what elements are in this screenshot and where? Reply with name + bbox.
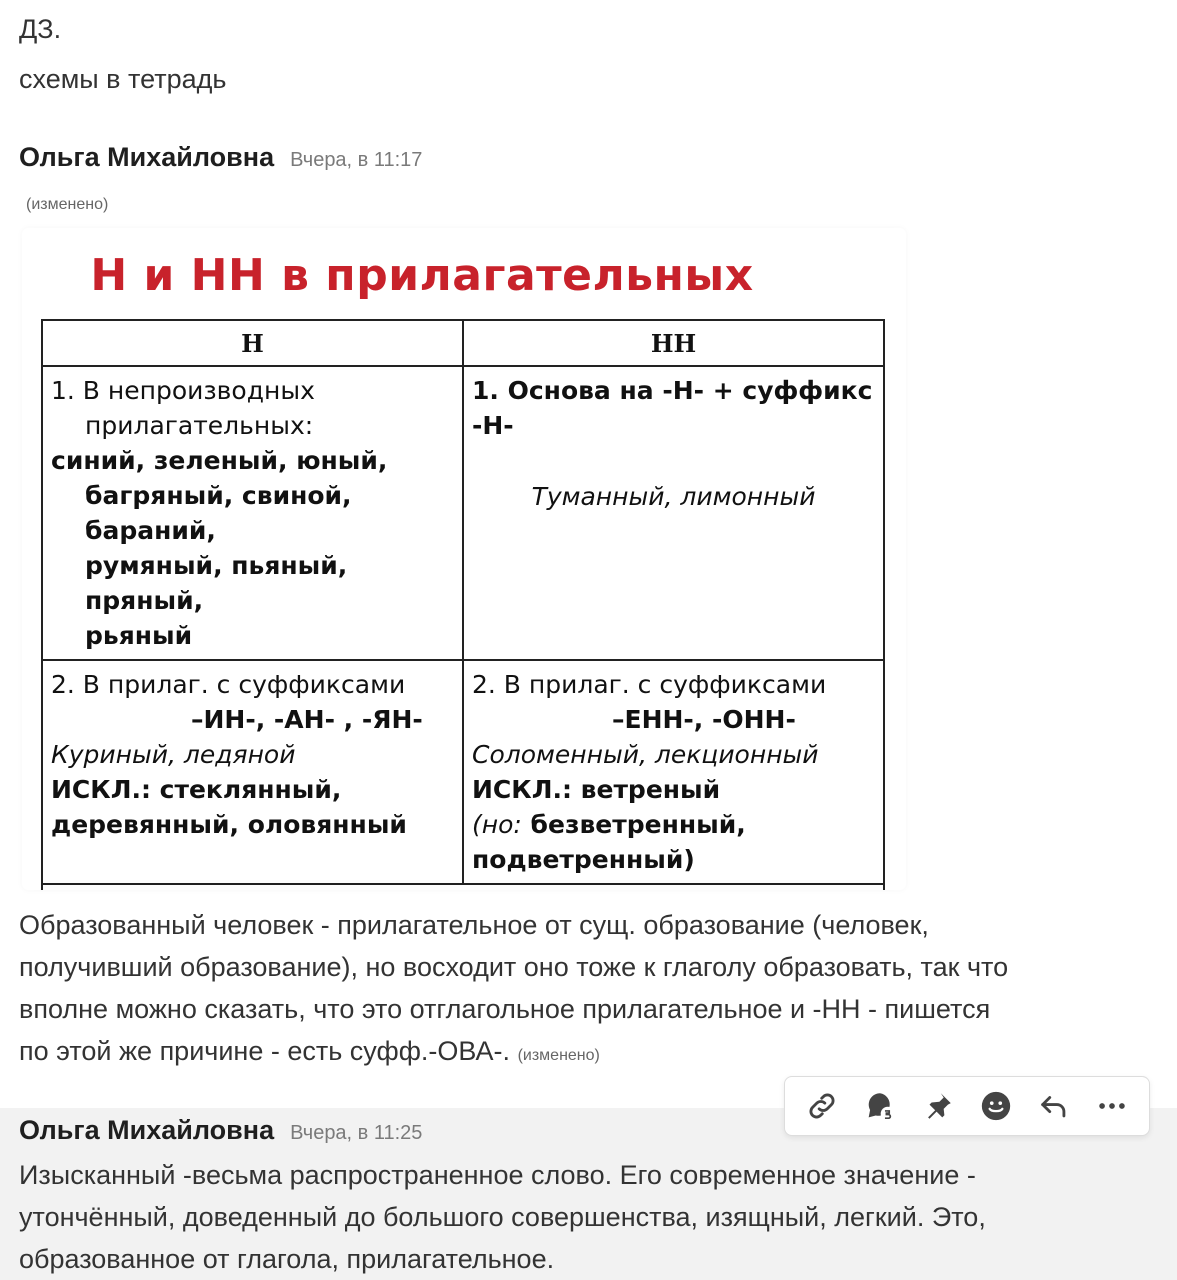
exception-word: безветренный, [521,810,746,839]
text-line: вполне можно сказать, что это отглагольное прилагательное и -НН - пишется [19,994,991,1024]
rule-text: 2. В прилаг. с суффиксами [51,670,406,699]
exceptions: ИСКЛ.: стеклянный, [51,775,342,804]
message-2-text [19,1154,1159,1280]
cell-nn-rule-2 [463,660,884,884]
examples: румяный, пьяный, пряный, [85,551,348,615]
cell-short-adjectives [42,884,884,890]
column-header-n: Н [42,320,463,366]
prev-message-line-1: ДЗ. [19,14,62,44]
examples: Туманный, лимонный [531,482,816,511]
text-line: Образованный человек - прилагательное от сущ. образование (человек, [19,910,929,940]
pin-button[interactable] [918,1086,958,1126]
cell-n-rule-2 [42,660,463,884]
rule-text: прилагательных: [85,411,314,440]
examples: багряный, свиной, бараний, [85,481,352,545]
more-actions-button[interactable] [1092,1086,1132,1126]
reply-icon [1037,1089,1071,1123]
suffixes: –ЕНН-, -ОНН- [612,705,796,734]
link-icon [805,1089,839,1123]
edited-label: (изменено) [26,196,109,213]
thread-icon [863,1089,897,1123]
rule-text: 1. В непроизводных [51,376,315,405]
emoji-icon [979,1089,1013,1123]
examples: синий, зеленый, юный, [51,446,388,475]
exceptions: подветренный) [472,845,695,874]
cell-nn-rule-1 [463,366,884,660]
text-line-last [19,1030,1159,1077]
examples: Куриный, ледяной [51,740,296,769]
text-line: утончённый, доведенный до большого совершенства, изящный, легкий. Это, [19,1202,986,1232]
exceptions: деревянный, оловянный [51,810,407,839]
image-title: Н и НН в прилагательных [90,250,754,301]
message-1-header [19,142,422,173]
more-icon [1095,1089,1129,1123]
exceptions: ИСКЛ.: ветреный [472,775,721,804]
rule-table [41,319,885,890]
text-line: Изысканный -весьма распространенное слово. Его современное значение - [19,1160,976,1190]
pin-icon [921,1089,955,1123]
rule-text: 1. Основа на -Н- + суффикс -Н- [472,376,873,440]
text-line: по этой же причине - есть суфф.-ОВА-. [19,1036,511,1066]
examples: рьяный [85,621,193,650]
column-header-nn: НН [463,320,884,366]
edited-label: (изменено) [517,1047,600,1064]
examples: Соломенный, лекционный [472,740,819,769]
text-line: образованное от глагола, прилагательное. [19,1244,555,1274]
author-name[interactable]: Ольга Михайловна [19,142,275,172]
reply-in-thread-button[interactable] [860,1086,900,1126]
message-actions-toolbar [784,1076,1150,1136]
prev-message-line-2: схемы в тетрадь [19,64,227,94]
exceptions [472,807,875,842]
add-reaction-button[interactable] [976,1086,1016,1126]
cell-n-rule-1 [42,366,463,660]
reply-button[interactable] [1034,1086,1074,1126]
attached-image[interactable] [22,228,906,890]
exception-note: (но: [472,810,522,839]
author-name[interactable]: Ольга Михайловна [19,1115,275,1145]
copy-link-button[interactable] [802,1086,842,1126]
message-timestamp: Вчера, в 11:25 [290,1122,423,1144]
message-timestamp: Вчера, в 11:17 [290,149,423,171]
suffixes: –ИН-, -АН- , -ЯН- [191,705,423,734]
message-2-header [19,1115,422,1146]
rule-text: 2. В прилаг. с суффиксами [472,670,827,699]
text-line: получивший образование), но восходит оно тоже к глаголу образовать, так что [19,952,1009,982]
message-1-text [19,904,1159,1077]
